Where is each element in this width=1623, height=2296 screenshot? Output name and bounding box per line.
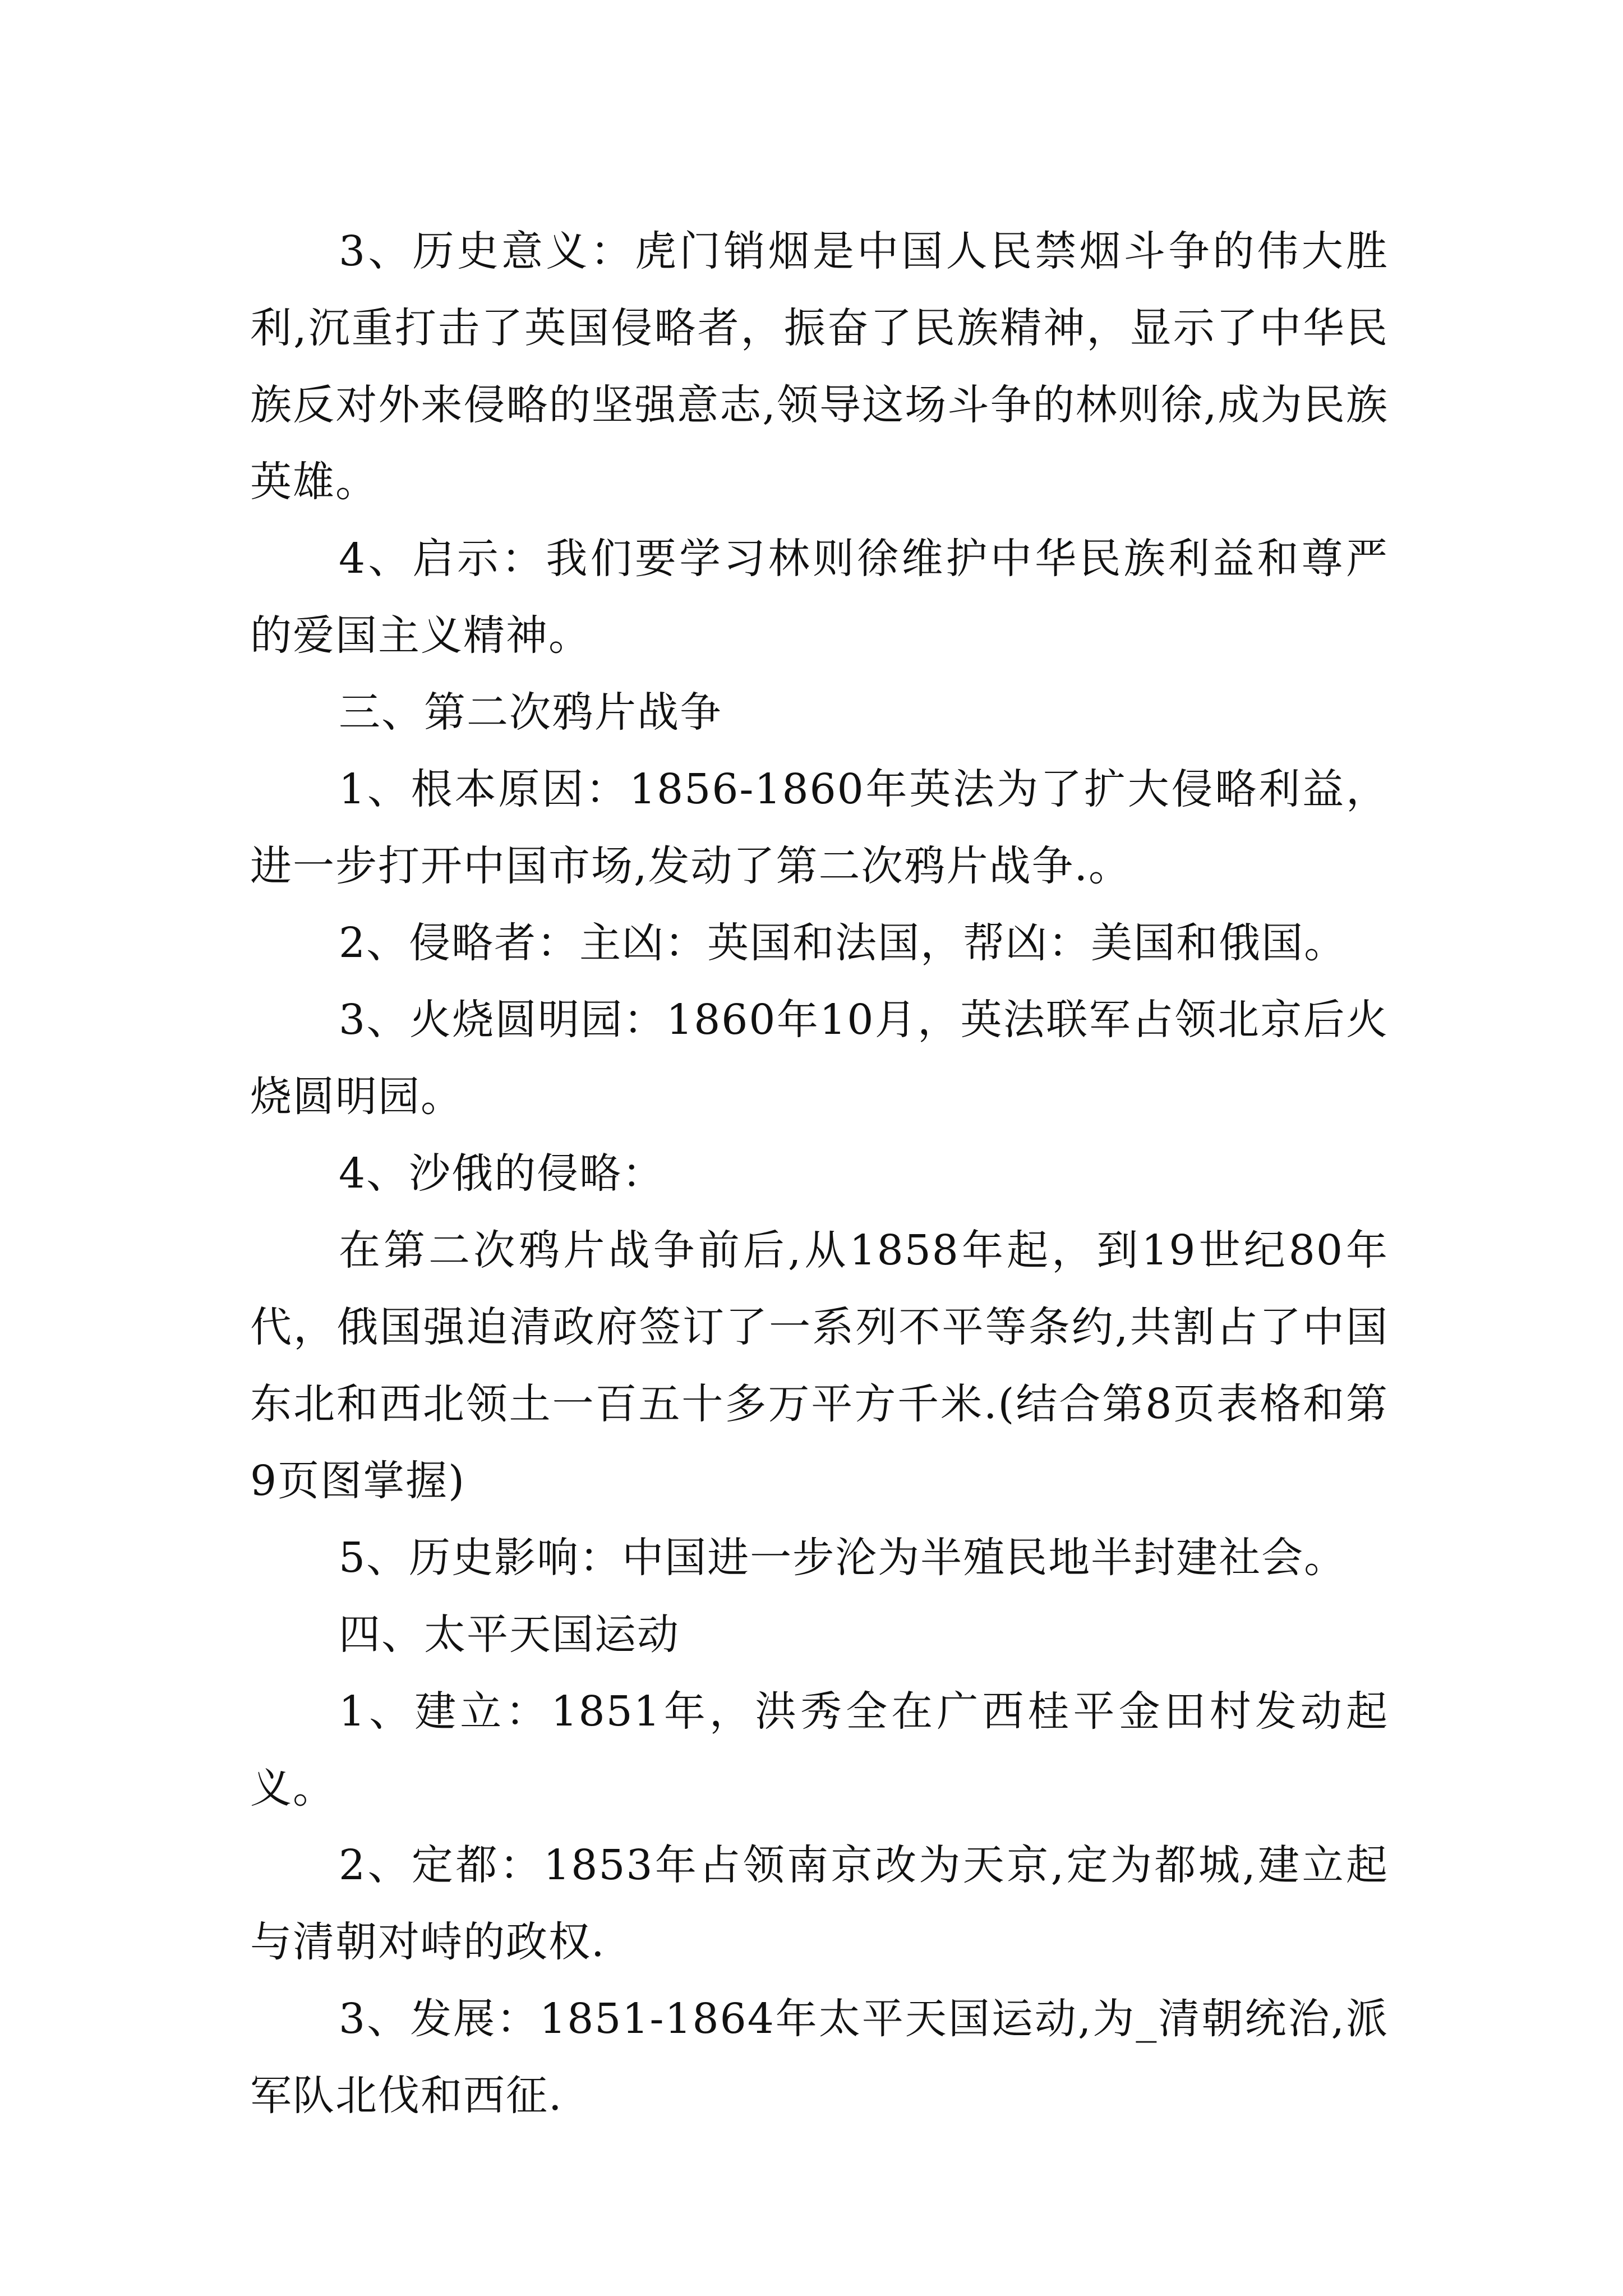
paragraph-establishment: 1、建立：1851年，洪秀全在广西桂平金田村发动起义。 [250, 1687, 1389, 1812]
section-heading-taiping: 四、太平天国运动 [339, 1611, 680, 1659]
paragraph-aggressors: 2、侵略者：主凶：英国和法国，帮凶：美国和俄国。 [339, 919, 1347, 967]
paragraph-root-cause: 1、根本原因：1856-1860年英法为了扩大侵略利益，进一步打开中国市场,发动了第二次鸦片战争.。 [250, 765, 1389, 890]
section-heading-second-opium-war: 三、第二次鸦片战争 [339, 688, 722, 737]
paragraph-russian-aggression-detail: 在第二次鸦片战争前后,从1858年起，到19世纪80年代，俄国强迫清政府签订了一系列不平等条约,共割占了中国东北和西北领土一百五十多万平方千米.(结合第8页表格和第9页图掌握) [250, 1226, 1389, 1505]
paragraph-burning-yuanmingyuan: 3、火烧圆明园：1860年10月，英法联军占领北京后火烧圆明园。 [250, 996, 1389, 1121]
paragraph-russian-aggression-heading: 4、沙俄的侵略： [339, 1149, 665, 1198]
document-body [250, 213, 1389, 2134]
paragraph-enlightenment: 4、启示：我们要学习林则徐维护中华民族利益和尊严的爱国主义精神。 [250, 535, 1389, 660]
paragraph-historical-significance: 3、历史意义：虎门销烟是中国人民禁烟斗争的伟大胜利,沉重打击了英国侵略者，振奋了民族精神，显示了中华民族反对外来侵略的坚强意志,领导这场斗争的林则徐,成为民族英雄。 [250, 227, 1389, 506]
paragraph-development: 3、发展：1851-1864年太平天国运动,为_清朝统治,派军队北伐和西征. [250, 1995, 1389, 2120]
paragraph-historical-impact: 5、历史影响：中国进一步沦为半殖民地半封建社会。 [339, 1534, 1347, 1582]
paragraph-capital: 2、定都：1853年占领南京改为天京,定为都城,建立起与清朝对峙的政权. [250, 1841, 1389, 1966]
